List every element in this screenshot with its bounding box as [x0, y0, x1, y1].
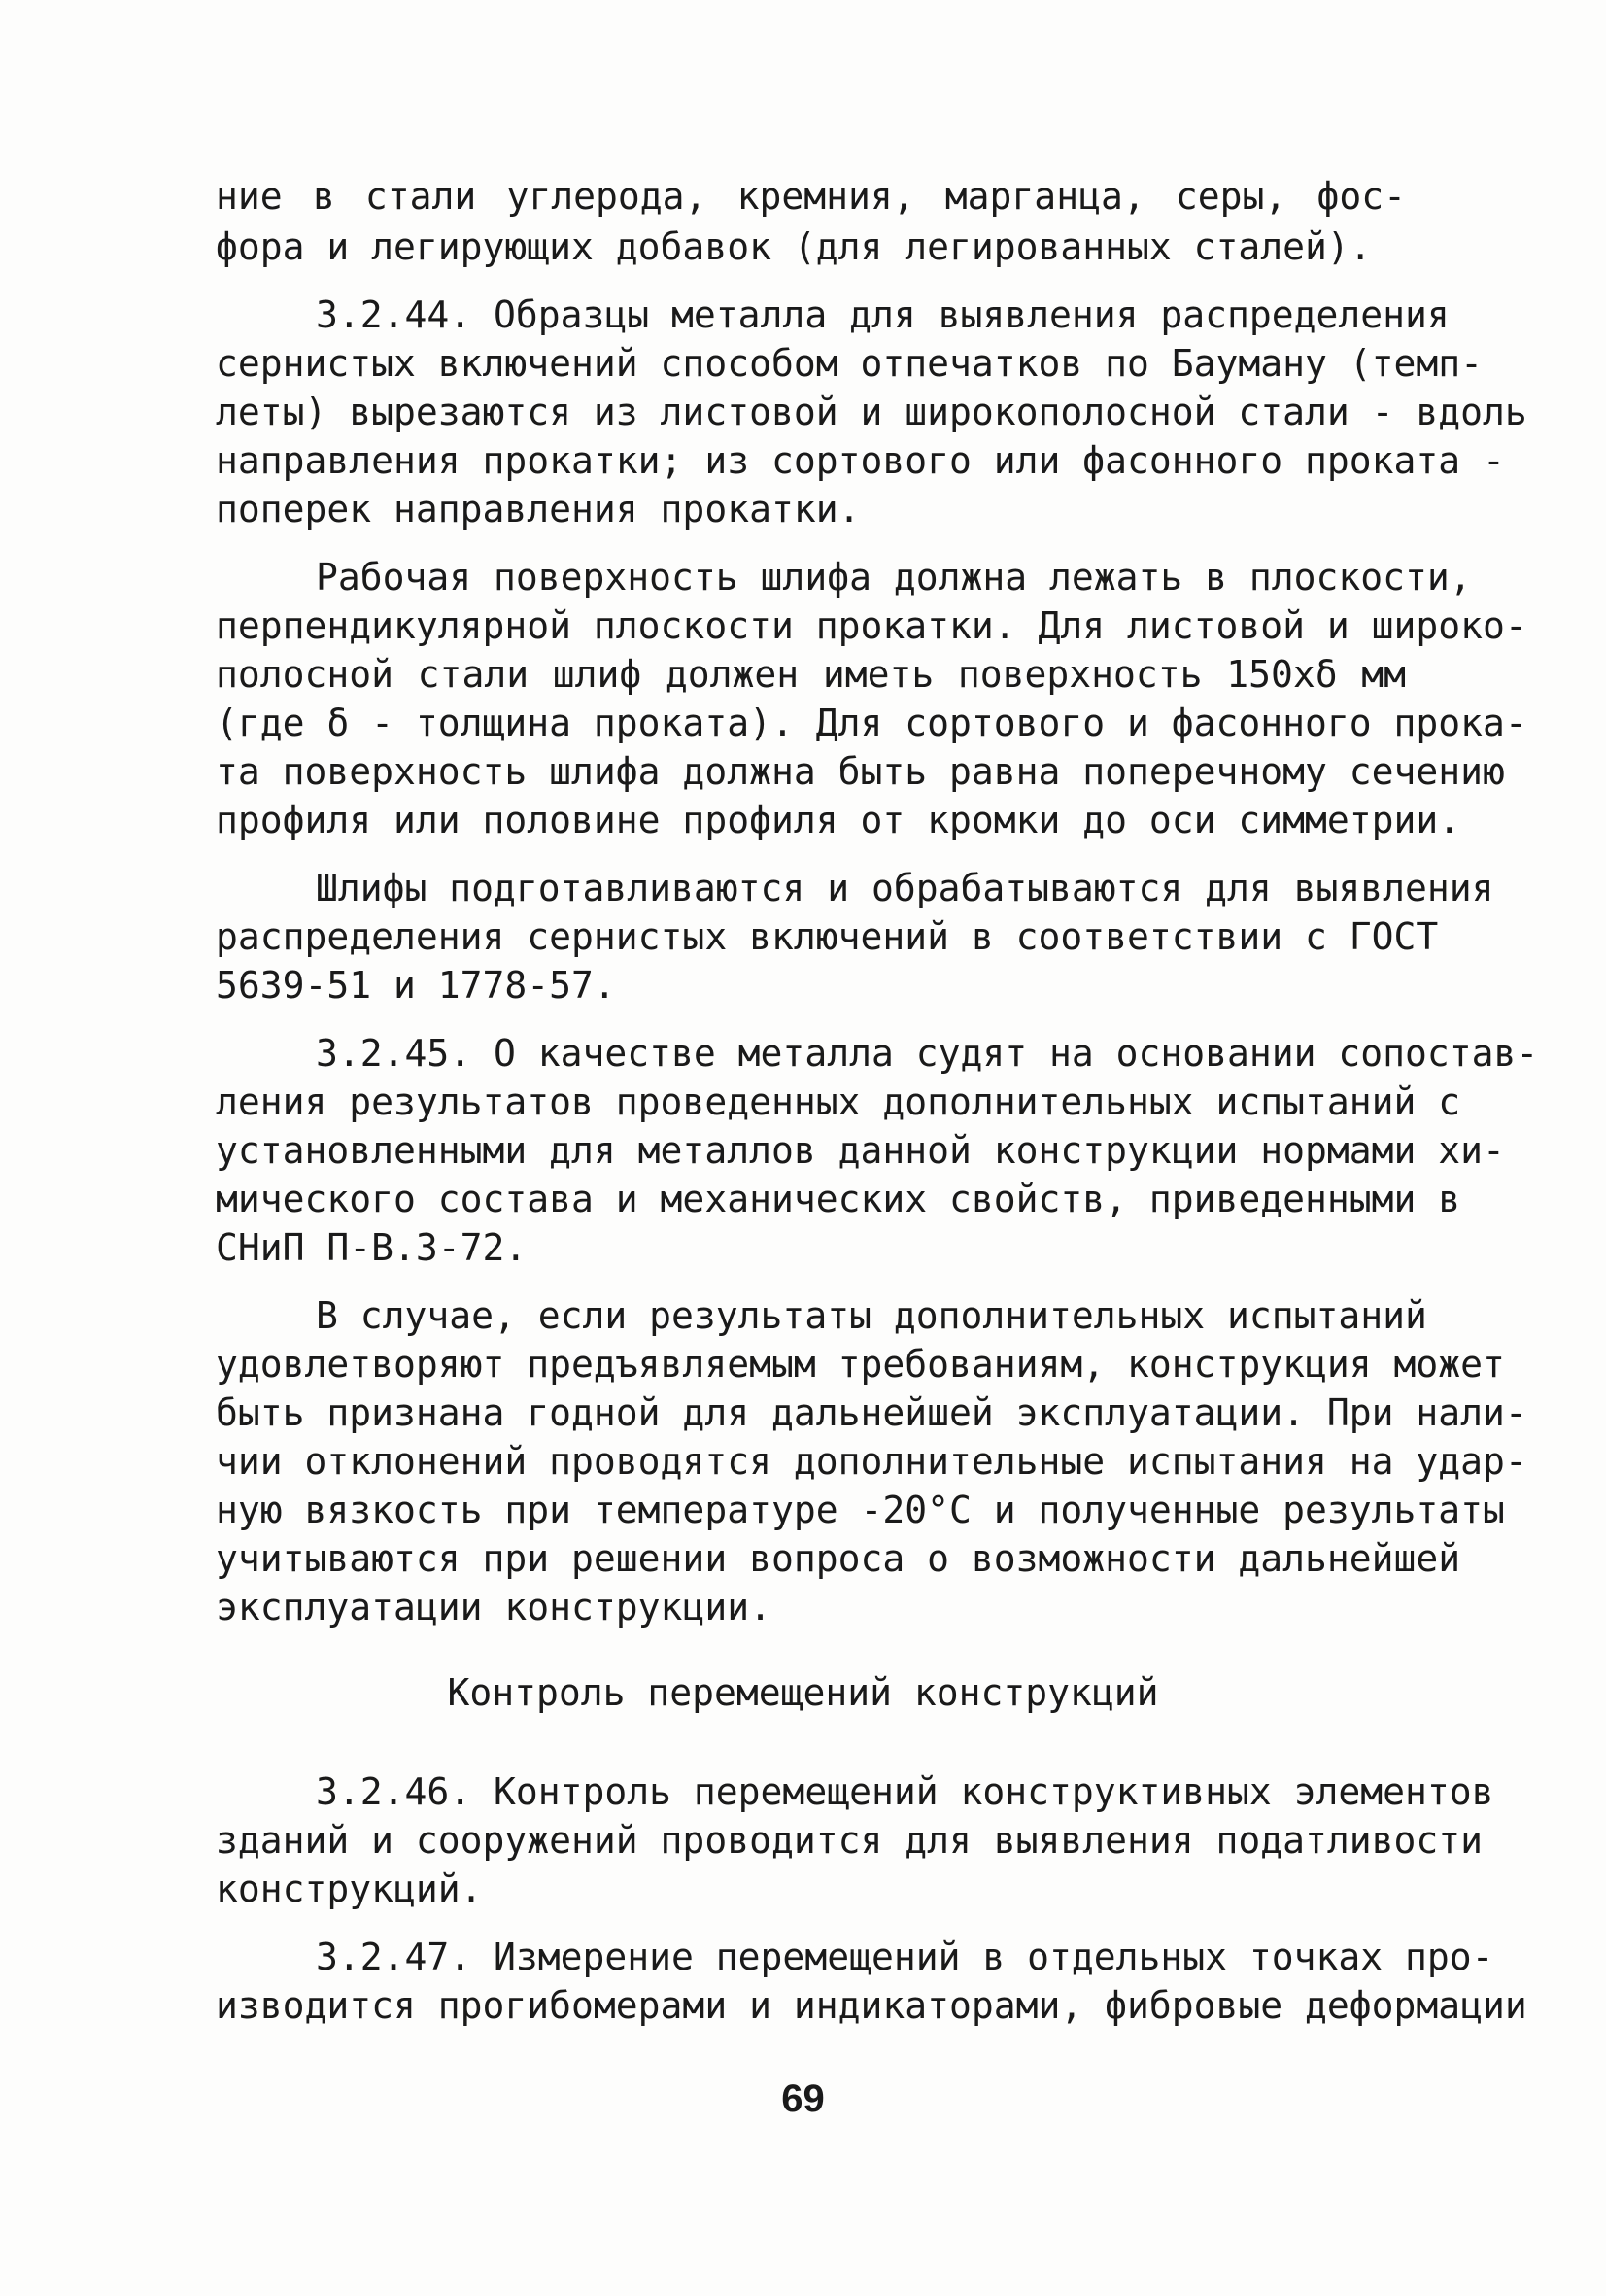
text-line: В случае, если результаты дополнительных испытаний: [316, 1294, 1427, 1337]
text-line: фора и легирующих добавок (для легированных сталей).: [216, 225, 1372, 268]
text-line: ную вязкость при температуре -20°С и полученные результаты: [216, 1489, 1505, 1531]
text-line: 3.2.47. Измерение перемещений в отдельных точках про-: [316, 1936, 1494, 1978]
text-line: чии отклонений проводятся дополнительные испытания на удар-: [216, 1440, 1527, 1483]
text-line: зданий и сооружений проводится для выявления податливости: [216, 1819, 1484, 1862]
text-line: 5639-51 и 1778-57.: [216, 964, 616, 1007]
text-line: полосной стали шлиф должен иметь поверхность 150хδ мм: [216, 653, 1406, 696]
text-line: мического состава и механических свойств, приведенными в: [216, 1178, 1461, 1220]
text-line: Шлифы подготавливаются и обрабатываются для выявления: [316, 867, 1494, 909]
text-line: конструкций.: [216, 1868, 483, 1910]
text-line: сернистых включений способом отпечатков по Бауману (темп-: [216, 342, 1484, 385]
text-line: поперек направления прокатки.: [216, 488, 861, 531]
text-line: профиля или половине профиля от кромки до оси симметрии.: [216, 799, 1461, 841]
text-line: удовлетворяют предъявляемым требованиям, конструкция может: [216, 1343, 1505, 1386]
text-line: быть признана годной для дальнейшей эксплуатации. При нали-: [216, 1391, 1527, 1434]
page-number: 69: [781, 2077, 825, 2120]
text-line: направления прокатки; из сортового или фасонного проката -: [216, 439, 1505, 482]
text-line: перпендикулярной плоскости прокатки. Для листовой и широко-: [216, 604, 1527, 647]
text-line: 3.2.46. Контроль перемещений конструктивных элементов: [316, 1770, 1494, 1813]
text-line: установленными для металлов данной конструкции нормами хи-: [216, 1129, 1505, 1172]
text-line: распределения сернистых включений в соответствии с ГОСТ: [216, 915, 1439, 958]
text-line: изводится прогибомерами и индикаторами, фибровые деформации: [216, 1984, 1527, 2027]
text-line: ления результатов проведенных дополнительных испытаний с: [216, 1080, 1461, 1123]
text-line: (где δ - толщина проката). Для сортового и фасонного прока-: [216, 702, 1527, 744]
text-line: эксплуатации конструкции.: [216, 1586, 771, 1628]
text-line: СНиП П-В.3-72.: [216, 1226, 528, 1269]
text-line: ние в стали углерода, кремния, марганца, серы, фос-: [216, 175, 1406, 218]
text-line: та поверхность шлифа должна быть равна поперечному сечению: [216, 750, 1505, 793]
text-line: учитываются при решении вопроса о возможности дальнейшей: [216, 1537, 1461, 1580]
text-line: 3.2.45. О качестве металла судят на основании сопостав-: [316, 1032, 1539, 1075]
text-line: 3.2.44. Образцы металла для выявления распределения: [316, 293, 1450, 336]
text-line: леты) вырезаются из листовой и широкополосной стали - вдоль: [216, 391, 1527, 433]
text-line: Рабочая поверхность шлифа должна лежать в плоскости,: [316, 556, 1472, 599]
section-heading: Контроль перемещений конструкций: [447, 1671, 1159, 1714]
